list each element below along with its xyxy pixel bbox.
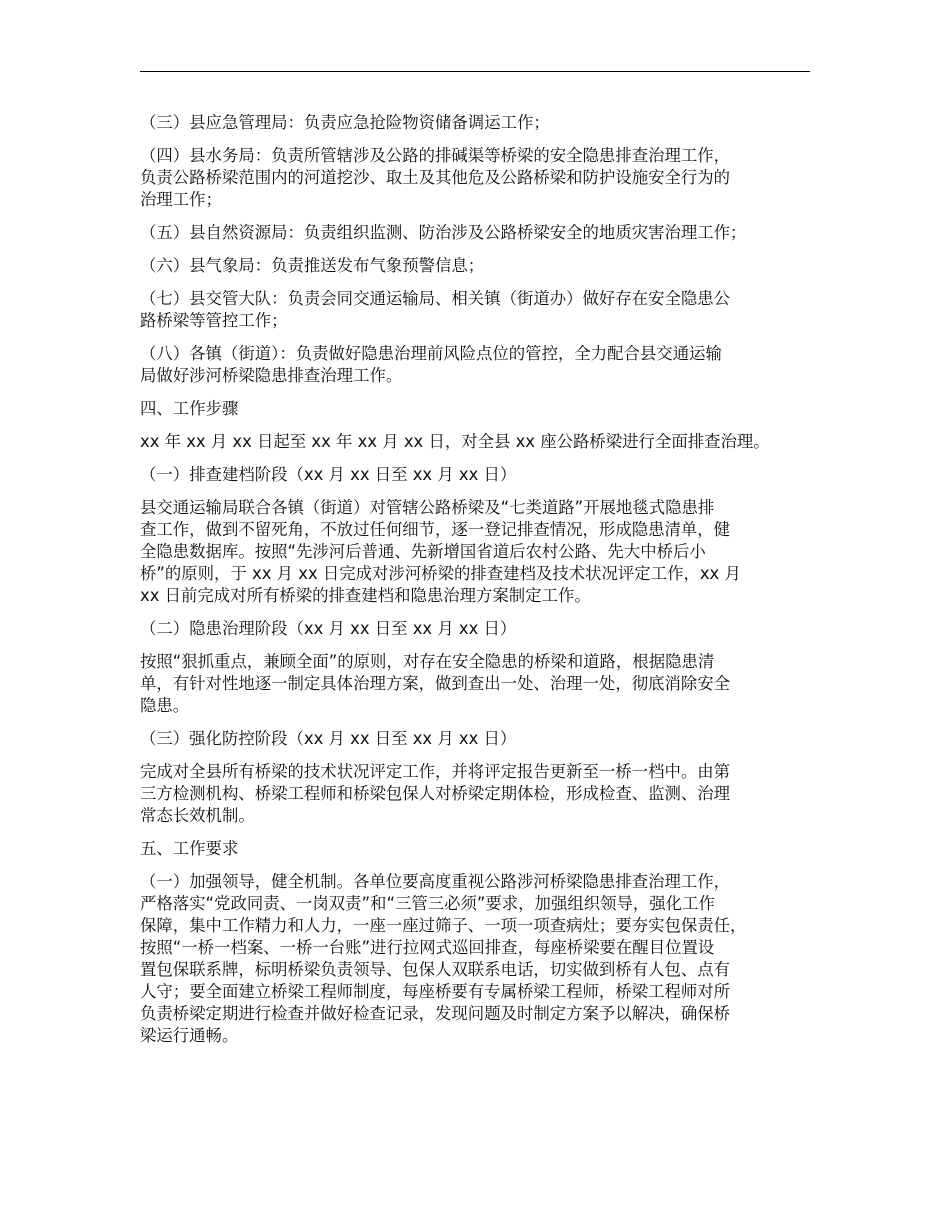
paragraph-investigation-stage: 县交通运输局联合各镇（街道）对管辖公路桥梁及“七类道路”开展地毯式隐患排 查工作，做到不留死角，不放过任何细节，逐一登记排查情况，形成隐患清单，健 全隐患数据库。按照“先涉河后普通、先新增国省道后农村公路、先大中桥后小 桥”的原则，于 xx 月 xx 日完成对涉河桥梁的排查建档及技术状况评定工作，xx 月 xx 日前完成对所有桥梁的排查建档和隐患治理方案制定工作。 [140, 498, 741, 605]
paragraph-county-traffic-brigade: （七）县交管大队：负责会同交通运输局、相关镇（街道办）做好存在安全隐患公 路桥梁等管控工作； [140, 289, 731, 330]
paragraph-county-meteorological-bureau: （六）县气象局：负责推送发布气象预警信息； [140, 256, 485, 275]
section-heading-work-requirements: 五、工作要求 [140, 839, 239, 858]
document-body [140, 112, 826, 1058]
header-rule [140, 71, 810, 72]
subheading-investigation-stage: （一）排查建档阶段（xx 月 xx 日至 xx 月 xx 日） [140, 465, 517, 484]
section-heading-work-steps: 四、工作步骤 [140, 399, 239, 418]
paragraph-remediation-stage: 按照“狠抓重点，兼顾全面”的原则，对存在安全隐患的桥梁和道路，根据隐患清 单，有针对性地逐一制定具体治理方案，做到查出一处、治理一处，彻底消除安全 隐患。 [140, 652, 731, 715]
subheading-remediation-stage: （二）隐患治理阶段（xx 月 xx 日至 xx 月 xx 日） [140, 619, 517, 638]
paragraph-county-emergency-bureau: （三）县应急管理局：负责应急抢险物资储备调运工作； [140, 113, 550, 132]
paragraph-towns-streets: （八）各镇（街道）：负责做好隐患治理前风险点位的管控，全力配合县交通运输 局做好涉河桥梁隐患排查治理工作。 [140, 344, 722, 385]
subheading-prevention-stage: （三）强化防控阶段（xx 月 xx 日至 xx 月 xx 日） [140, 729, 517, 748]
paragraph-county-natural-resources-bureau: （五）县自然资源局：负责组织监测、防治涉及公路桥梁安全的地质灾害治理工作； [140, 223, 747, 242]
paragraph-work-period: xx 年 xx 月 xx 日起至 xx 年 xx 月 xx 日，对全县 xx 座公路桥梁进行全面排查治理。 [140, 432, 770, 451]
paragraph-strengthen-leadership: （一）加强领导，健全机制。各单位要高度重视公路涉河桥梁隐患排查治理工作， 严格落实“党政同责、一岗双责”和“三管三必须”要求，加强组织领导，强化工作 保障，集中工作精力和人力，一座一座过筛子、一项一项查病灶；要夯实包保责任， 按照“一桥一档案、一桥一台账”进行拉网式巡回排查，每座桥梁要在醒目位置设 置包保联系牌，标明桥梁负责领导、包保人双联系电话，切实做到桥有人包、点有 人守；要全面建立桥梁工程师制度，每座桥要有专属桥梁工程师，桥梁工程师对所 负责桥梁定期进行检查并做好检查记录，发现问题及时制定方案予以解决，确保桥 梁运行通畅。 [140, 872, 747, 1045]
paragraph-county-water-bureau: （四）县水务局：负责所管辖涉及公路的排碱渠等桥梁的安全隐患排查治理工作， 负责公路桥梁范围内的河道挖沙、取土及其他危及公路桥梁和防护设施安全行为的 治理工作； [140, 146, 731, 209]
paragraph-prevention-stage: 完成对全县所有桥梁的技术状况评定工作，并将评定报告更新至一桥一档中。由第 三方检测机构、桥梁工程师和桥梁包保人对桥梁定期体检，形成检查、监测、治理 常态长效机制。 [140, 762, 731, 825]
